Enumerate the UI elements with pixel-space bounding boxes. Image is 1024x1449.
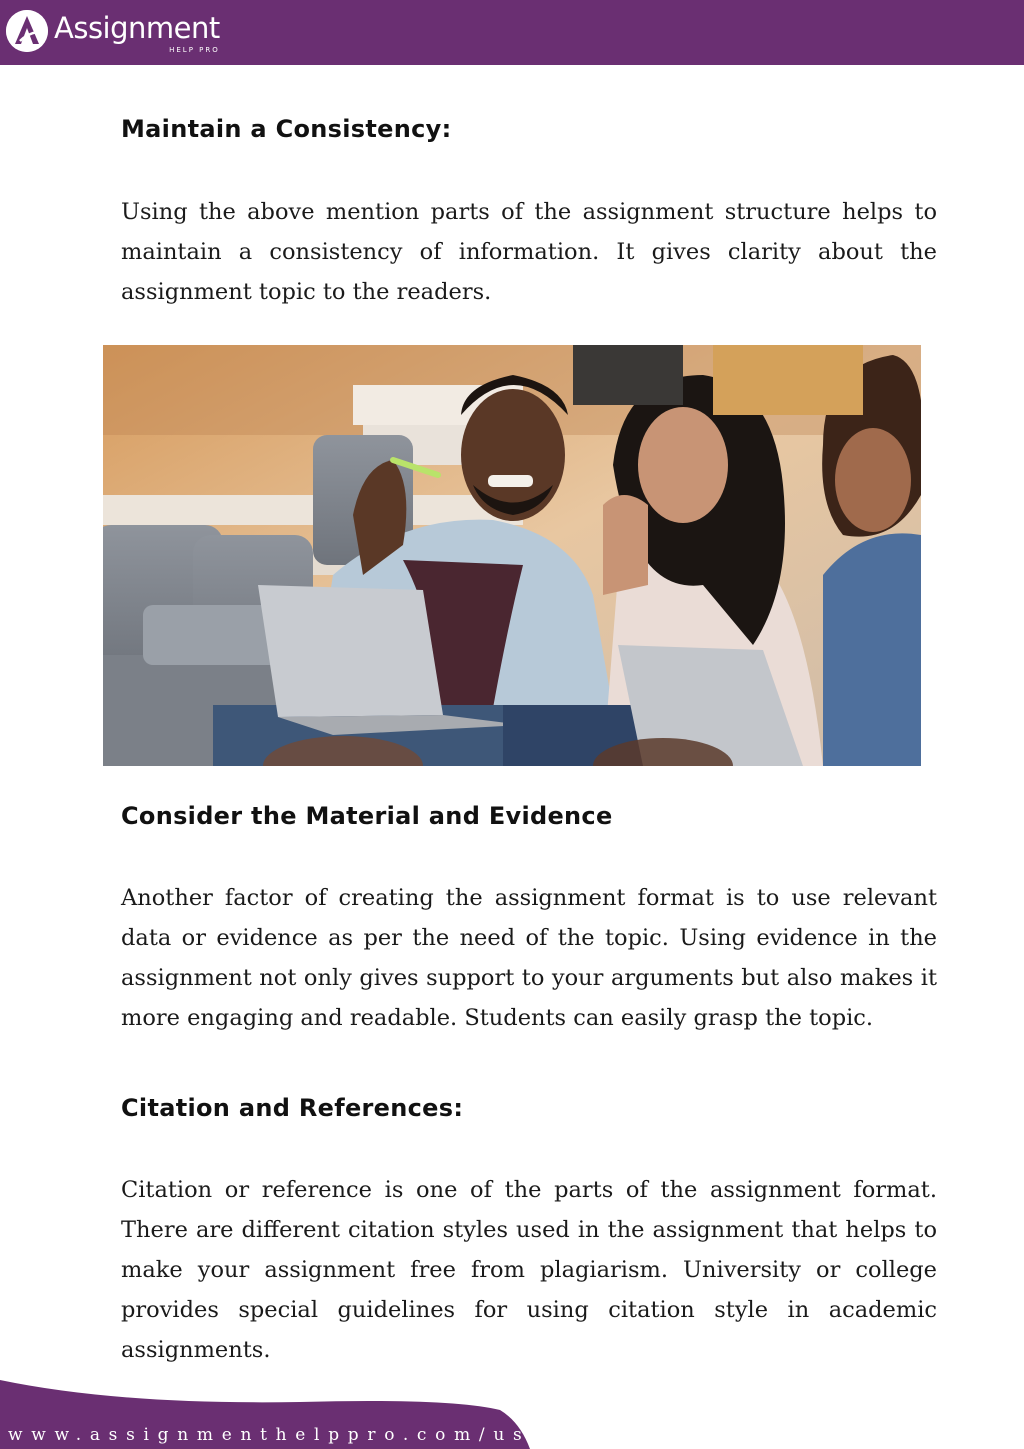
section-body-evidence: Another factor of creating the assignment format is to use relevant data or evidence as per the need of the topic. Using evidence in the assignment not only gives support to your arguments but also makes it more engaging and readable. Students can easily grasp the topic.	[121, 885, 937, 1031]
section-body-citation: Citation or reference is one of the parts of the assignment format. There are different citation styles used in the assignment that helps to make your assignment free from plagiarism. University or college provides special guidelines for using citation style in academic assignments.	[121, 1177, 937, 1363]
brand-logo[interactable]	[6, 6, 220, 56]
logo-wordmark	[54, 6, 220, 56]
section-body-consistency: Using the above mention parts of the assignment structure helps to maintain a consistency of information. It gives clarity about the assignment topic to the readers.	[121, 199, 937, 305]
footer-website-link[interactable]: www.assignmenthelppro.com/us/	[8, 1425, 545, 1445]
section-heading-evidence: Consider the Material and Evidence	[121, 802, 613, 830]
section-heading-citation: Citation and References:	[121, 1094, 464, 1122]
page-header	[0, 0, 1024, 65]
section-heading-consistency: Maintain a Consistency:	[121, 115, 452, 143]
students-photo	[103, 345, 921, 766]
logo-tagline: HELP PRO	[169, 46, 220, 54]
logo-a-icon	[6, 10, 48, 52]
logo-name: Assignment	[54, 11, 220, 45]
